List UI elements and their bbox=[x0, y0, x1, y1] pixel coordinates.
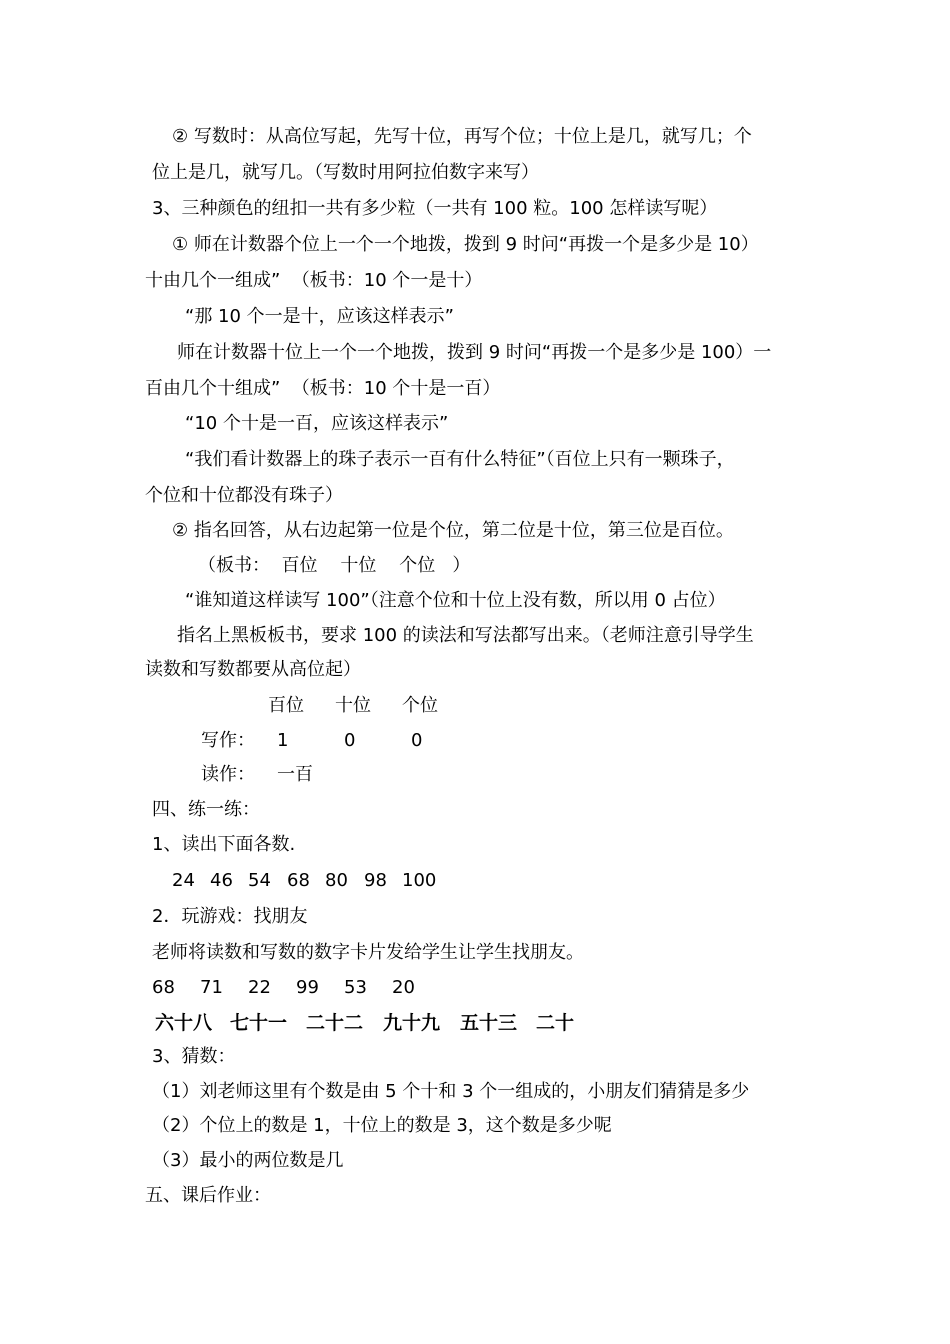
number-card: 22 bbox=[248, 977, 271, 998]
number-item: 100 bbox=[402, 870, 437, 891]
text-line: 十由几个一组成” （板书：10 个一是十） bbox=[145, 270, 483, 291]
write-digit: 0 bbox=[411, 730, 423, 751]
text-line: 3、三种颜色的纽扣一共有多少粒（一共有 100 粒。100 怎样读写呢） bbox=[152, 198, 718, 219]
text-line: “谁知道这样读写 100”（注意个位和十位上没有数，所以用 0 占位） bbox=[185, 590, 726, 611]
word-card: 六十八 bbox=[155, 1012, 213, 1034]
number-card: 71 bbox=[200, 977, 223, 998]
text-line: ② 指名回答，从右边起第一位是个位，第二位是十位，第三位是百位。 bbox=[172, 520, 734, 541]
text-line: 读数和写数都要从高位起） bbox=[145, 659, 361, 680]
header-hundreds: 百位 bbox=[268, 695, 304, 716]
text-line: “我们看计数器上的珠子表示一百有什么特征”（百位上只有一颗珠子， bbox=[185, 449, 735, 470]
word-card: 二十 bbox=[536, 1012, 575, 1034]
text-line: ② 写数时：从高位写起，先写十位，再写个位；十位上是几，就写几；个 bbox=[172, 126, 752, 147]
text-line: 位上是几，就写几。（写数时用阿拉伯数字来写） bbox=[152, 162, 539, 183]
word-card: 五十三 bbox=[460, 1012, 518, 1034]
exercise-2-desc: 老师将读数和写数的数字卡片发给学生让学生找朋友。 bbox=[152, 942, 584, 963]
guess-item: （1）刘老师这里有个数是由 5 个十和 3 个一组成的，小朋友们猜猜是多少 bbox=[152, 1081, 750, 1102]
read-label: 读作： bbox=[201, 764, 255, 785]
number-card: 68 bbox=[152, 977, 175, 998]
header-ones: 个位 bbox=[402, 695, 438, 716]
number-item: 54 bbox=[248, 870, 271, 891]
number-item: 68 bbox=[287, 870, 310, 891]
write-label: 写作： bbox=[201, 730, 255, 751]
text-line: （板书： 百位 十位 个位 ） bbox=[198, 555, 471, 576]
word-card: 七十一 bbox=[230, 1012, 288, 1034]
number-item: 98 bbox=[364, 870, 387, 891]
exercise-3: 3、猜数： bbox=[152, 1046, 236, 1067]
section-4-title: 四、练一练： bbox=[152, 799, 260, 820]
text-line: 个位和十位都没有珠子） bbox=[145, 485, 343, 506]
exercise-1: 1、读出下面各数. bbox=[152, 834, 296, 855]
number-card: 53 bbox=[344, 977, 367, 998]
word-card: 二十二 bbox=[306, 1012, 364, 1034]
guess-item: （3）最小的两位数是几 bbox=[152, 1150, 344, 1171]
text-line: ① 师在计数器个位上一个一个地拨，拨到 9 时问“再拨一个是多少是 10） bbox=[172, 234, 759, 255]
number-item: 46 bbox=[210, 870, 233, 891]
number-card: 20 bbox=[392, 977, 415, 998]
read-value: 一百 bbox=[277, 764, 313, 785]
word-card: 九十九 bbox=[383, 1012, 441, 1034]
number-item: 80 bbox=[325, 870, 348, 891]
section-5-title: 五、课后作业： bbox=[145, 1185, 271, 1206]
text-line: 百由几个十组成” （板书：10 个十是一百） bbox=[145, 378, 501, 399]
text-line: “那 10 个一是十，应该这样表示” bbox=[185, 306, 454, 327]
guess-item: （2）个位上的数是 1，十位上的数是 3，这个数是多少呢 bbox=[152, 1115, 612, 1136]
number-card: 99 bbox=[296, 977, 319, 998]
write-digit: 1 bbox=[277, 730, 289, 751]
exercise-2: 2．玩游戏：找朋友 bbox=[152, 906, 308, 927]
text-line: 指名上黑板板书，要求 100 的读法和写法都写出来。（老师注意引导学生 bbox=[177, 625, 754, 646]
text-line: “10 个十是一百，应该这样表示” bbox=[185, 413, 449, 434]
header-tens: 十位 bbox=[335, 695, 371, 716]
text-line: 师在计数器十位上一个一个地拨，拨到 9 时问“再拨一个是多少是 100）一 bbox=[177, 342, 772, 363]
number-item: 24 bbox=[172, 870, 195, 891]
write-digit: 0 bbox=[344, 730, 356, 751]
